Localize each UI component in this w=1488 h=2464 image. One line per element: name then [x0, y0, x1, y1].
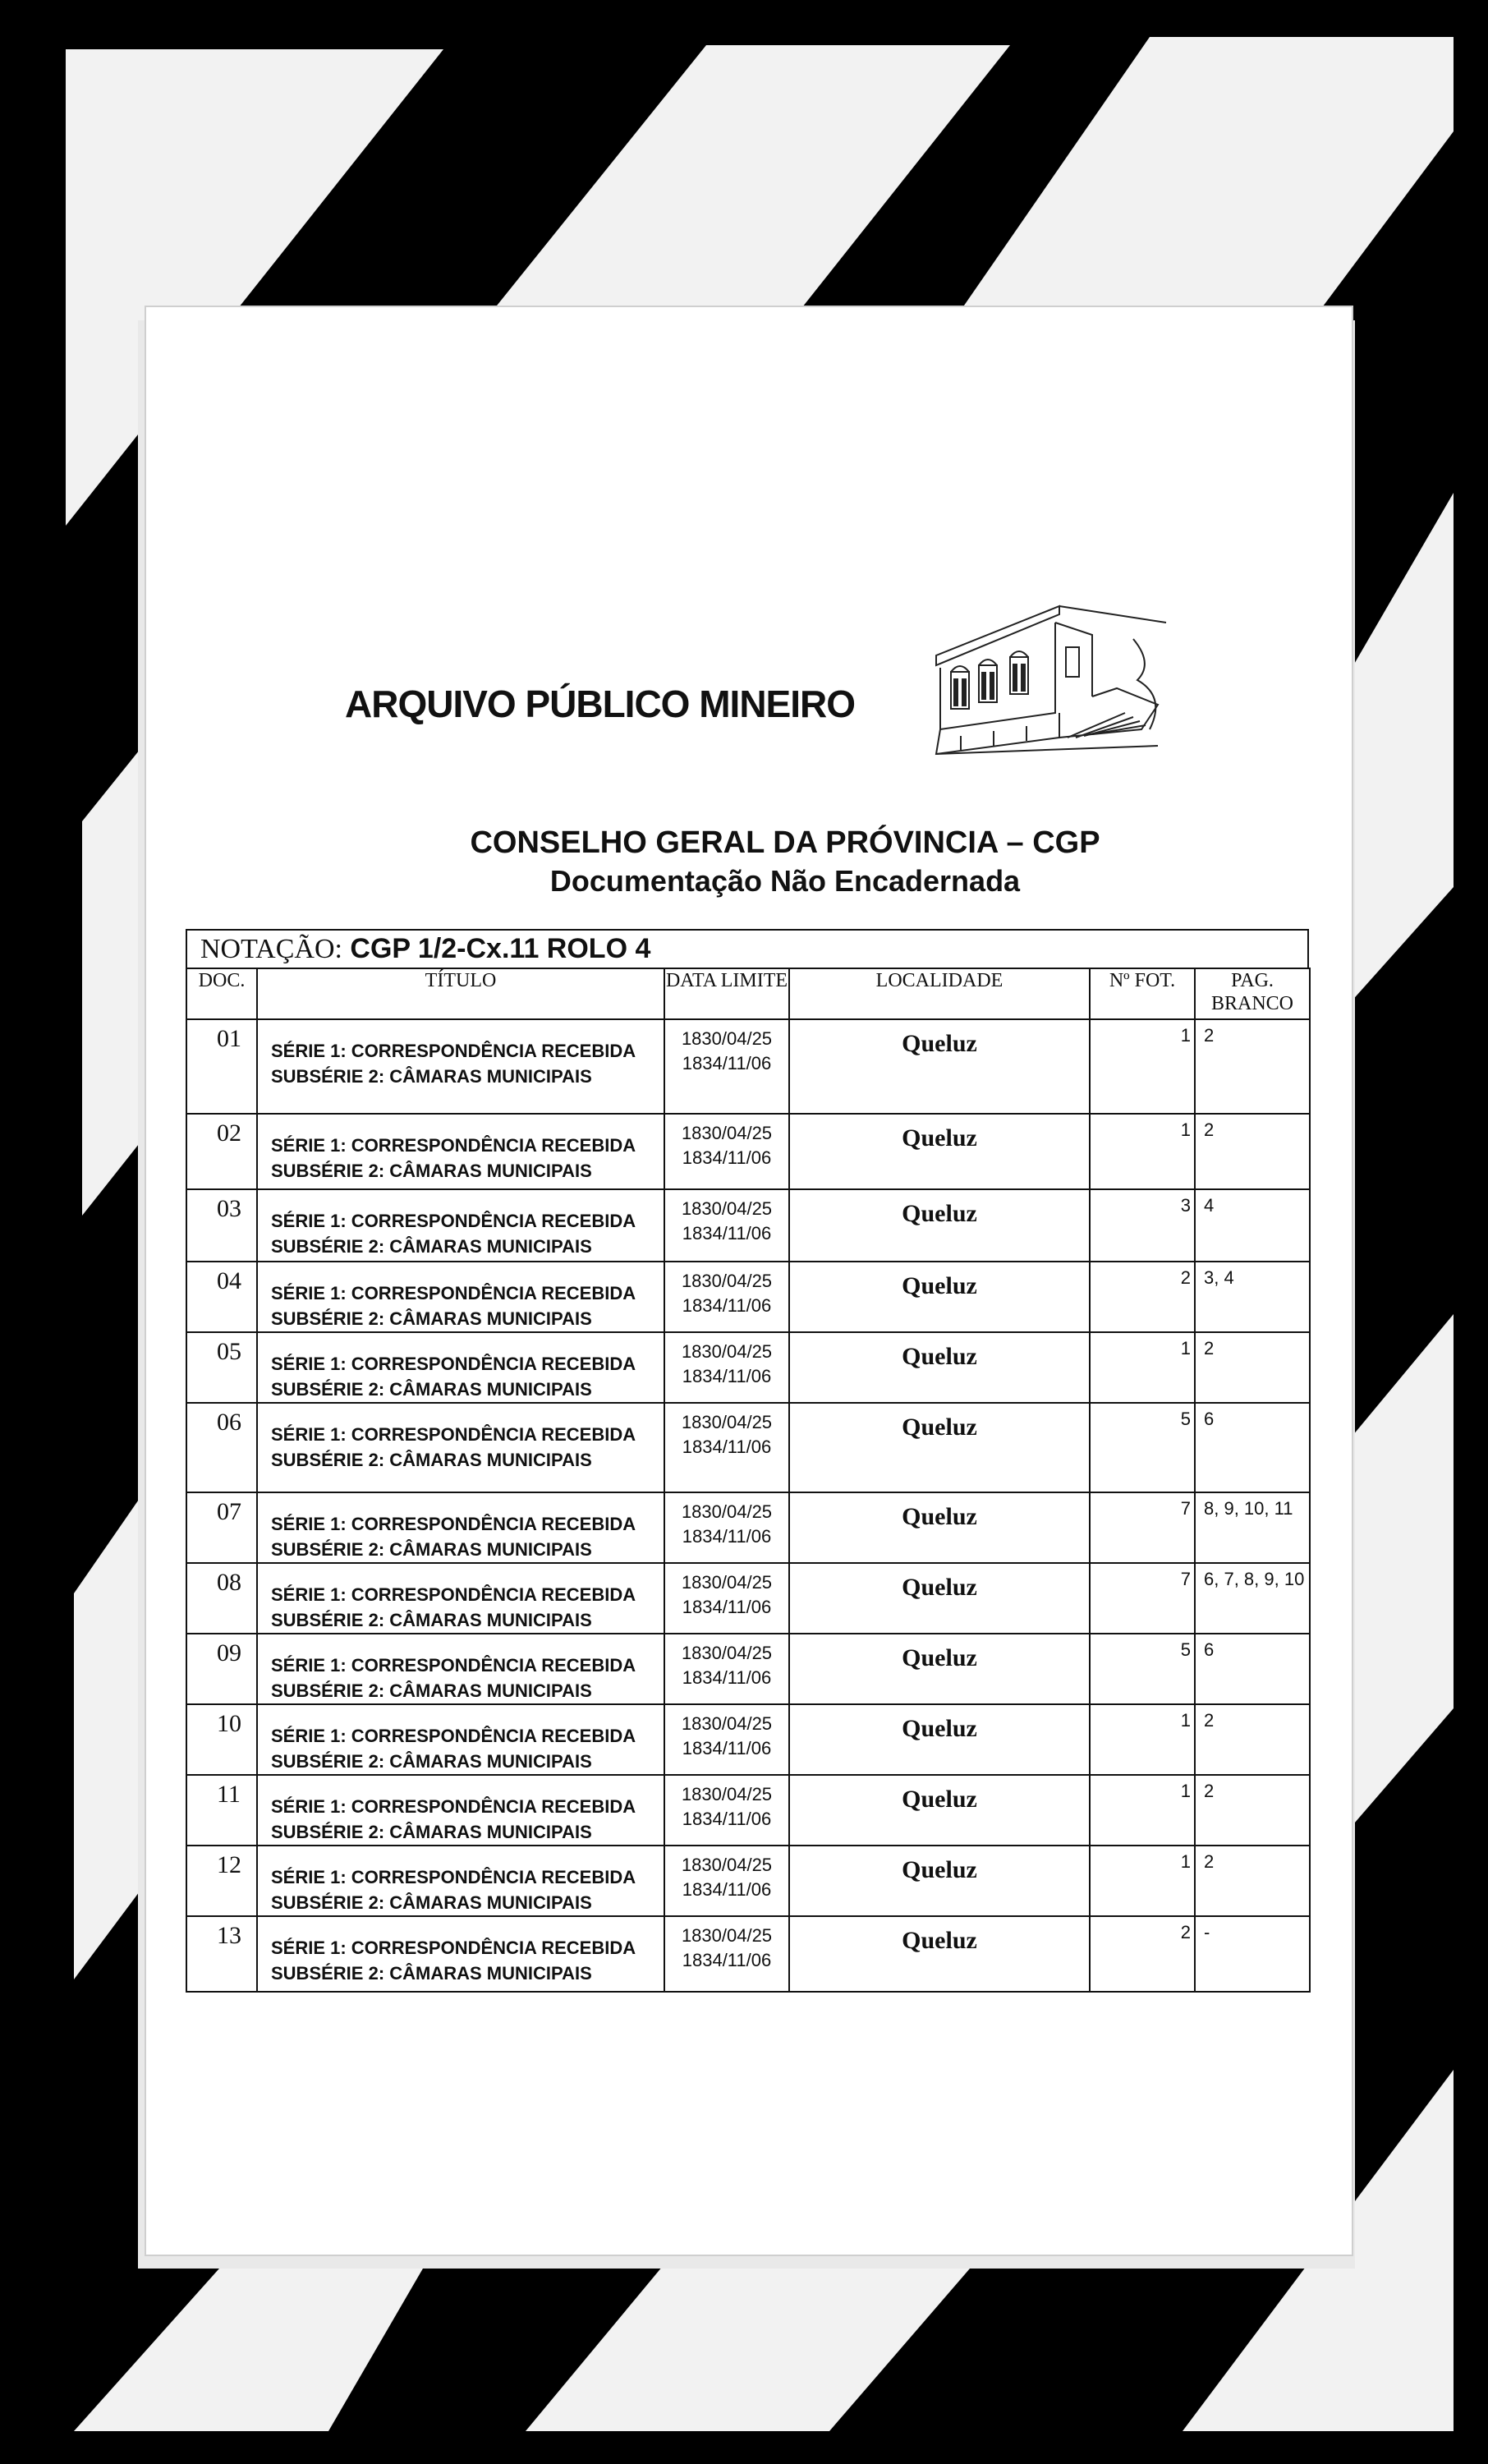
col-header-n-fot: Nº FOT. — [1090, 968, 1195, 1019]
table-row — [186, 1704, 1310, 1775]
blank-pages: 6 — [1195, 1403, 1310, 1492]
date-start: 1830/04/25 — [681, 1643, 773, 1663]
date-cell — [664, 1634, 789, 1704]
serie-text: SÉRIE 1: CORRESPONDÊNCIA RECEBIDA — [271, 1424, 636, 1445]
serie-text: SÉRIE 1: CORRESPONDÊNCIA RECEBIDA — [271, 1135, 636, 1156]
photo-count: 3 — [1090, 1189, 1195, 1262]
photo-count: 5 — [1090, 1403, 1195, 1492]
serie-text: SÉRIE 1: CORRESPONDÊNCIA RECEBIDA — [271, 1041, 636, 1061]
blank-pages: 4 — [1195, 1189, 1310, 1262]
title-cell — [257, 1262, 664, 1332]
date-start: 1830/04/25 — [681, 1501, 773, 1522]
title-cell — [257, 1563, 664, 1634]
photo-count: 7 — [1090, 1563, 1195, 1634]
col-header-localidade: LOCALIDADE — [789, 968, 1090, 1019]
building-logo-icon — [928, 590, 1174, 779]
locality: Queluz — [789, 1332, 1090, 1403]
col-header-data-limite: DATA LIMITE — [664, 968, 789, 1019]
date-start: 1830/04/25 — [681, 1271, 773, 1291]
doc-number: 06 — [186, 1403, 257, 1492]
date-start: 1830/04/25 — [681, 1713, 773, 1734]
serie-text: SÉRIE 1: CORRESPONDÊNCIA RECEBIDA — [271, 1211, 636, 1231]
table-row — [186, 1775, 1310, 1846]
photo-count: 1 — [1090, 1846, 1195, 1916]
date-cell — [664, 1492, 789, 1563]
doc-number: 05 — [186, 1332, 257, 1403]
serie-text: SÉRIE 1: CORRESPONDÊNCIA RECEBIDA — [271, 1867, 636, 1887]
blank-pages: 6 — [1195, 1634, 1310, 1704]
serie-text: SÉRIE 1: CORRESPONDÊNCIA RECEBIDA — [271, 1354, 636, 1374]
col-header-doc: DOC. — [186, 968, 257, 1019]
doc-number: 11 — [186, 1775, 257, 1846]
date-cell — [664, 1916, 789, 1992]
table-row — [186, 1846, 1310, 1916]
table-row — [186, 1492, 1310, 1563]
date-cell — [664, 1332, 789, 1403]
photo-count: 7 — [1090, 1492, 1195, 1563]
subserie-text: SUBSÉRIE 2: CÂMARAS MUNICIPAIS — [271, 1308, 592, 1329]
date-start: 1830/04/25 — [681, 1123, 773, 1143]
locality: Queluz — [789, 1492, 1090, 1563]
photo-count: 1 — [1090, 1775, 1195, 1846]
locality: Queluz — [789, 1704, 1090, 1775]
date-start: 1830/04/25 — [681, 1341, 773, 1362]
table-row — [186, 1916, 1310, 1992]
doc-number: 02 — [186, 1114, 257, 1189]
table-body — [186, 1019, 1310, 1992]
doc-number: 12 — [186, 1846, 257, 1916]
photo-count: 1 — [1090, 1114, 1195, 1189]
title-cell — [257, 1704, 664, 1775]
title-cell — [257, 1019, 664, 1114]
blank-pages: 2 — [1195, 1775, 1310, 1846]
subserie-text: SUBSÉRIE 2: CÂMARAS MUNICIPAIS — [271, 1610, 592, 1630]
col-header-titulo: TÍTULO — [257, 968, 664, 1019]
table-row — [186, 1403, 1310, 1492]
title-cell — [257, 1775, 664, 1846]
locality: Queluz — [789, 1189, 1090, 1262]
subserie-text: SUBSÉRIE 2: CÂMARAS MUNICIPAIS — [271, 1539, 592, 1560]
date-end: 1834/11/06 — [682, 1809, 772, 1829]
date-cell — [664, 1189, 789, 1262]
table-row — [186, 1019, 1310, 1114]
serie-text: SÉRIE 1: CORRESPONDÊNCIA RECEBIDA — [271, 1655, 636, 1676]
doc-number: 03 — [186, 1189, 257, 1262]
notacao-label: NOTAÇÃO: — [200, 934, 342, 964]
date-start: 1830/04/25 — [681, 1855, 773, 1875]
date-end: 1834/11/06 — [682, 1738, 772, 1758]
photo-count: 1 — [1090, 1704, 1195, 1775]
table-row — [186, 1332, 1310, 1403]
title-cell — [257, 1403, 664, 1492]
date-end: 1834/11/06 — [682, 1879, 772, 1900]
blank-pages: 3, 4 — [1195, 1262, 1310, 1332]
date-cell — [664, 1563, 789, 1634]
title-cell — [257, 1492, 664, 1563]
title-cell — [257, 1916, 664, 1992]
date-end: 1834/11/06 — [682, 1526, 772, 1547]
table-row — [186, 1563, 1310, 1634]
blank-pages: 2 — [1195, 1704, 1310, 1775]
doc-number: 01 — [186, 1019, 257, 1114]
inventory-table — [186, 968, 1311, 1993]
doc-number: 07 — [186, 1492, 257, 1563]
locality: Queluz — [789, 1563, 1090, 1634]
doc-number: 10 — [186, 1704, 257, 1775]
subserie-text: SUBSÉRIE 2: CÂMARAS MUNICIPAIS — [271, 1066, 592, 1087]
date-end: 1834/11/06 — [682, 1366, 772, 1386]
serie-text: SÉRIE 1: CORRESPONDÊNCIA RECEBIDA — [271, 1938, 636, 1958]
locality: Queluz — [789, 1846, 1090, 1916]
blank-pages: 2 — [1195, 1332, 1310, 1403]
date-cell — [664, 1403, 789, 1492]
locality: Queluz — [789, 1262, 1090, 1332]
serie-text: SÉRIE 1: CORRESPONDÊNCIA RECEBIDA — [271, 1584, 636, 1605]
subserie-text: SUBSÉRIE 2: CÂMARAS MUNICIPAIS — [271, 1822, 592, 1842]
date-end: 1834/11/06 — [682, 1597, 772, 1617]
subserie-text: SUBSÉRIE 2: CÂMARAS MUNICIPAIS — [271, 1450, 592, 1470]
subserie-text: SUBSÉRIE 2: CÂMARAS MUNICIPAIS — [271, 1161, 592, 1181]
fund-title: CONSELHO GERAL DA PRÓVINCIA – CGP — [470, 825, 1100, 860]
locality: Queluz — [789, 1775, 1090, 1846]
serie-text: SÉRIE 1: CORRESPONDÊNCIA RECEBIDA — [271, 1283, 636, 1303]
notacao-value: CGP 1/2-Cx.11 ROLO 4 — [350, 933, 651, 964]
date-end: 1834/11/06 — [682, 1667, 772, 1688]
locality: Queluz — [789, 1916, 1090, 1992]
date-cell — [664, 1019, 789, 1114]
notacao-header — [186, 929, 1309, 968]
title-cell — [257, 1846, 664, 1916]
locality: Queluz — [789, 1019, 1090, 1114]
table-row — [186, 1634, 1310, 1704]
blank-pages: - — [1195, 1916, 1310, 1992]
serie-text: SÉRIE 1: CORRESPONDÊNCIA RECEBIDA — [271, 1726, 636, 1746]
subserie-text: SUBSÉRIE 2: CÂMARAS MUNICIPAIS — [271, 1680, 592, 1701]
locality: Queluz — [789, 1403, 1090, 1492]
locality: Queluz — [789, 1114, 1090, 1189]
date-start: 1830/04/25 — [681, 1784, 773, 1804]
doc-number: 13 — [186, 1916, 257, 1992]
blank-pages: 8, 9, 10, 11 — [1195, 1492, 1310, 1563]
col-header-pag-branco: PAG. BRANCO — [1195, 968, 1310, 1019]
serie-text: SÉRIE 1: CORRESPONDÊNCIA RECEBIDA — [271, 1514, 636, 1534]
subserie-text: SUBSÉRIE 2: CÂMARAS MUNICIPAIS — [271, 1751, 592, 1772]
date-cell — [664, 1262, 789, 1332]
subserie-text: SUBSÉRIE 2: CÂMARAS MUNICIPAIS — [271, 1892, 592, 1913]
doc-number: 08 — [186, 1563, 257, 1634]
date-cell — [664, 1846, 789, 1916]
date-start: 1830/04/25 — [681, 1198, 773, 1219]
date-end: 1834/11/06 — [682, 1147, 772, 1168]
title-cell — [257, 1114, 664, 1189]
photo-count: 5 — [1090, 1634, 1195, 1704]
date-start: 1830/04/25 — [681, 1028, 773, 1049]
table-header-row — [186, 968, 1310, 1019]
blank-pages: 2 — [1195, 1114, 1310, 1189]
title-cell — [257, 1332, 664, 1403]
blank-pages: 6, 7, 8, 9, 10 — [1195, 1563, 1310, 1634]
title-cell — [257, 1634, 664, 1704]
date-end: 1834/11/06 — [682, 1950, 772, 1970]
subserie-text: SUBSÉRIE 2: CÂMARAS MUNICIPAIS — [271, 1379, 592, 1400]
photo-count: 2 — [1090, 1262, 1195, 1332]
photo-count: 1 — [1090, 1332, 1195, 1403]
locality: Queluz — [789, 1634, 1090, 1704]
table-row — [186, 1114, 1310, 1189]
blank-pages: 2 — [1195, 1019, 1310, 1114]
table-row — [186, 1262, 1310, 1332]
subserie-text: SUBSÉRIE 2: CÂMARAS MUNICIPAIS — [271, 1963, 592, 1984]
date-cell — [664, 1775, 789, 1846]
doc-number: 09 — [186, 1634, 257, 1704]
subserie-text: SUBSÉRIE 2: CÂMARAS MUNICIPAIS — [271, 1236, 592, 1257]
title-cell — [257, 1189, 664, 1262]
date-end: 1834/11/06 — [682, 1223, 772, 1243]
doc-number: 04 — [186, 1262, 257, 1332]
date-start: 1830/04/25 — [681, 1925, 773, 1946]
date-end: 1834/11/06 — [682, 1295, 772, 1316]
table-row — [186, 1189, 1310, 1262]
archive-name: ARQUIVO PÚBLICO MINEIRO — [345, 683, 856, 725]
fund-subtitle: Documentação Não Encadernada — [549, 864, 1021, 898]
date-end: 1834/11/06 — [682, 1437, 772, 1457]
serie-text: SÉRIE 1: CORRESPONDÊNCIA RECEBIDA — [271, 1796, 636, 1817]
photo-count: 2 — [1090, 1916, 1195, 1992]
date-cell — [664, 1704, 789, 1775]
blank-pages: 2 — [1195, 1846, 1310, 1916]
date-cell — [664, 1114, 789, 1189]
date-start: 1830/04/25 — [681, 1412, 773, 1432]
date-end: 1834/11/06 — [682, 1053, 772, 1073]
date-start: 1830/04/25 — [681, 1572, 773, 1593]
photo-count: 1 — [1090, 1019, 1195, 1114]
